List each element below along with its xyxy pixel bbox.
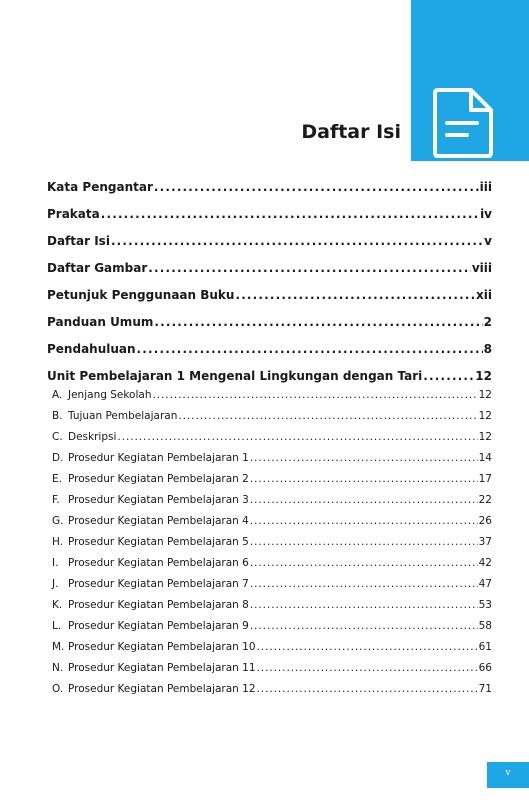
leader-dots	[257, 660, 478, 676]
toc-subentry[interactable]	[47, 576, 492, 597]
toc-subentry-label: Prosedur Kegiatan Pembelajaran 5	[68, 536, 249, 548]
toc-subentry-page: 42	[478, 557, 492, 569]
leader-dots	[152, 387, 477, 403]
toc-subentry-label: Deskripsi	[68, 431, 117, 443]
toc-subentry[interactable]	[47, 429, 492, 450]
leader-dots	[111, 232, 483, 250]
toc-subentry-page: 61	[478, 641, 492, 653]
leader-dots	[257, 681, 478, 697]
toc-subentry-page: 66	[478, 662, 492, 674]
leader-dots	[250, 471, 478, 487]
toc-entry-label: Panduan Umum	[47, 315, 154, 329]
toc-subentry-label: Prosedur Kegiatan Pembelajaran 9	[68, 620, 249, 632]
toc-subentry-page: 26	[478, 515, 492, 527]
toc-subentry-letter: H.	[52, 536, 64, 548]
page-number: v	[505, 768, 511, 778]
toc-subentry-page: 17	[478, 473, 492, 485]
toc-subentry-letter: O.	[52, 683, 64, 695]
toc-subentry[interactable]	[47, 387, 492, 408]
toc-subentry-page: 12	[478, 410, 492, 422]
toc-subentry-page: 22	[478, 494, 492, 506]
table-of-contents	[47, 178, 492, 702]
toc-entry-unit[interactable]	[47, 367, 492, 387]
toc-subentry-label: Prosedur Kegiatan Pembelajaran 4	[68, 515, 249, 527]
toc-entry-label: Kata Pengantar	[47, 180, 153, 194]
toc-subentry[interactable]	[47, 513, 492, 534]
toc-subentry-letter: D.	[52, 452, 64, 464]
leader-dots	[250, 597, 478, 613]
page-title: Daftar Isi	[301, 121, 401, 143]
document-icon	[433, 87, 495, 159]
toc-subentry-letter: M.	[52, 641, 65, 653]
toc-entry-page: 8	[483, 342, 492, 356]
toc-subentry-page: 53	[478, 599, 492, 611]
header-accent-block	[411, 0, 529, 161]
toc-subentry-letter: J.	[52, 578, 59, 590]
leader-dots	[148, 259, 471, 277]
leader-dots	[101, 205, 479, 223]
toc-subentry-label: Prosedur Kegiatan Pembelajaran 12	[68, 683, 256, 695]
leader-dots	[250, 618, 478, 634]
toc-subentry[interactable]	[47, 597, 492, 618]
leader-dots	[178, 408, 477, 424]
leader-dots	[257, 639, 478, 655]
toc-subentry-label: Prosedur Kegiatan Pembelajaran 8	[68, 599, 249, 611]
toc-subentry-label: Prosedur Kegiatan Pembelajaran 2	[68, 473, 249, 485]
toc-entry[interactable]	[47, 340, 492, 367]
toc-subentry-letter: B.	[52, 410, 63, 422]
leader-dots	[250, 555, 478, 571]
toc-subentry[interactable]	[47, 681, 492, 702]
toc-entry[interactable]	[47, 178, 492, 205]
toc-subentry-label: Prosedur Kegiatan Pembelajaran 1	[68, 452, 249, 464]
toc-subentry-letter: A.	[52, 389, 63, 401]
toc-entry-page: iii	[479, 180, 492, 194]
page-number-badge	[487, 762, 529, 788]
toc-subentry-letter: F.	[52, 494, 60, 506]
toc-entry-label: Daftar Isi	[47, 234, 110, 248]
toc-subentry-letter: I.	[52, 557, 59, 569]
toc-subentry[interactable]	[47, 450, 492, 471]
toc-entry-label: Prakata	[47, 207, 100, 221]
toc-entry-label: Unit Pembelajaran 1 Mengenal Lingkungan dengan Tari	[47, 369, 423, 383]
toc-subentry-letter: C.	[52, 431, 63, 443]
toc-subentry[interactable]	[47, 555, 492, 576]
leader-dots	[137, 340, 483, 358]
toc-subentry-letter: L.	[52, 620, 62, 632]
toc-subentry-label: Prosedur Kegiatan Pembelajaran 11	[68, 662, 256, 674]
toc-subentry-label: Prosedur Kegiatan Pembelajaran 6	[68, 557, 249, 569]
toc-subentry-label: Prosedur Kegiatan Pembelajaran 3	[68, 494, 249, 506]
toc-entry-page: xii	[476, 288, 492, 302]
toc-subentry-label: Jenjang Sekolah	[68, 389, 152, 401]
toc-entry-page: 2	[483, 315, 492, 329]
toc-entry-label: Daftar Gambar	[47, 261, 148, 275]
leader-dots	[250, 492, 478, 508]
toc-subentry-page: 58	[478, 620, 492, 632]
toc-subentry[interactable]	[47, 492, 492, 513]
toc-subentry-page: 12	[478, 389, 492, 401]
toc-subentry[interactable]	[47, 660, 492, 681]
toc-subentry-label: Tujuan Pembelajaran	[68, 410, 178, 422]
leader-dots	[423, 367, 474, 385]
toc-subentry-page: 71	[478, 683, 492, 695]
toc-subentry[interactable]	[47, 408, 492, 429]
leader-dots	[154, 178, 479, 196]
leader-dots	[250, 513, 478, 529]
toc-entry[interactable]	[47, 205, 492, 232]
toc-entry[interactable]	[47, 232, 492, 259]
toc-subentry-label: Prosedur Kegiatan Pembelajaran 7	[68, 578, 249, 590]
toc-subentry-page: 12	[478, 431, 492, 443]
toc-subentry-letter: N.	[52, 662, 64, 674]
toc-subentry-page: 14	[478, 452, 492, 464]
toc-subentry-page: 47	[478, 578, 492, 590]
toc-entry-label: Petunjuk Penggunaan Buku	[47, 288, 235, 302]
toc-entry[interactable]	[47, 313, 492, 340]
toc-entry[interactable]	[47, 259, 492, 286]
leader-dots	[250, 576, 478, 592]
toc-subentry-letter: K.	[52, 599, 63, 611]
leader-dots	[235, 286, 475, 304]
toc-subentry[interactable]	[47, 534, 492, 555]
leader-dots	[250, 450, 478, 466]
leader-dots	[117, 429, 477, 445]
toc-entry[interactable]	[47, 286, 492, 313]
toc-subentry-label: Prosedur Kegiatan Pembelajaran 10	[68, 641, 256, 653]
toc-subentry-letter: E.	[52, 473, 62, 485]
toc-subentry[interactable]	[47, 471, 492, 492]
toc-subentry[interactable]	[47, 639, 492, 660]
toc-subentry-letter: G.	[52, 515, 64, 527]
leader-dots	[154, 313, 482, 331]
toc-entry-label: Pendahuluan	[47, 342, 136, 356]
leader-dots	[250, 534, 478, 550]
toc-entry-page: iv	[480, 207, 492, 221]
toc-entry-page: viii	[471, 261, 492, 275]
toc-subentry[interactable]	[47, 618, 492, 639]
toc-entry-page: 12	[475, 369, 492, 383]
toc-subentry-page: 37	[478, 536, 492, 548]
toc-entry-page: v	[484, 234, 492, 248]
